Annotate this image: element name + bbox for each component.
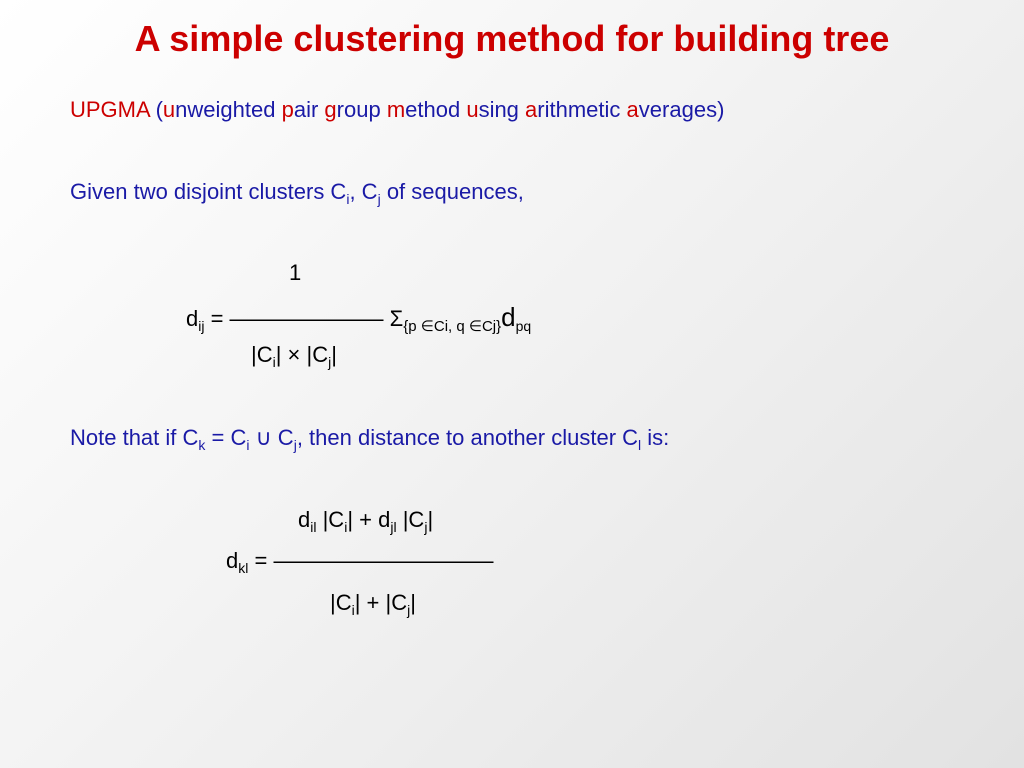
subscript: kl	[238, 560, 249, 576]
upgma-letter-u: u	[162, 97, 176, 122]
subscript: k	[198, 437, 206, 453]
given-line	[70, 179, 524, 205]
upgma-word-rest: rithmetic	[537, 97, 627, 122]
upgma-line	[70, 97, 724, 123]
formula-text: | + d	[347, 507, 391, 532]
note-text: = C	[205, 425, 247, 450]
subscript: j	[424, 519, 428, 535]
formula-text: |	[331, 342, 337, 367]
upgma-letter-u2: u	[466, 97, 479, 122]
sigma-symbol: Σ	[389, 306, 404, 331]
formula1-denominator	[251, 342, 337, 368]
formula-text: |C	[251, 342, 273, 367]
subscript: j	[377, 191, 381, 207]
upgma-word-rest: air	[293, 97, 325, 122]
subscript: i	[351, 602, 355, 618]
formula-text: |C	[330, 590, 352, 615]
subscript: pq	[515, 318, 532, 334]
upgma-word-rest: nweighted	[175, 97, 282, 122]
upgma-word-rest: ethod	[405, 97, 467, 122]
upgma-letter-a2: a	[626, 97, 639, 122]
upgma-letter-g: g	[324, 97, 337, 122]
subscript: i	[246, 437, 250, 453]
fraction-bar: = ——————————	[248, 548, 494, 573]
upgma-acronym: UPGMA	[70, 97, 150, 122]
note-text: is:	[641, 425, 670, 450]
subscript: j	[293, 437, 297, 453]
subscript: i	[272, 354, 276, 370]
subscript: ij	[198, 318, 205, 334]
formula-symbol: d	[186, 306, 199, 331]
note-line	[70, 425, 669, 451]
formula-text: | × |C	[275, 342, 329, 367]
upgma-letter-a: a	[525, 97, 538, 122]
upgma-close-paren: )	[717, 97, 725, 122]
upgma-word-rest: roup	[336, 97, 387, 122]
slide-title: A simple clustering method for building tree	[134, 18, 890, 59]
given-text: of sequences,	[380, 179, 524, 204]
note-text: ∪ C	[249, 425, 294, 450]
formula-symbol: d	[226, 548, 239, 573]
formula1-numerator: 1	[289, 260, 302, 285]
upgma-word-rest: verages	[638, 97, 718, 122]
formula-text: |C	[316, 507, 345, 532]
fraction-bar: = ———————	[204, 306, 390, 331]
summation-range: {p ∈Ci, q ∈Cj}	[403, 318, 502, 335]
given-text: Given two disjoint clusters C	[70, 179, 347, 204]
note-text: , then distance to another cluster C	[296, 425, 639, 450]
subscript: j	[328, 354, 332, 370]
given-text: , C	[349, 179, 378, 204]
upgma-letter-p: p	[281, 97, 294, 122]
subscript: i	[346, 191, 350, 207]
formula2-denominator	[330, 590, 416, 616]
formula-text: | + |C	[354, 590, 408, 615]
subscript: il	[310, 519, 317, 535]
subscript: jl	[390, 519, 397, 535]
formula2-main	[226, 548, 493, 574]
upgma-open-paren: (	[149, 97, 163, 122]
formula2-numerator	[298, 507, 433, 533]
formula-text: |C	[396, 507, 425, 532]
formula-symbol: d	[298, 507, 311, 532]
subscript: j	[407, 602, 411, 618]
formula1-main	[186, 302, 531, 333]
subscript: l	[638, 437, 642, 453]
upgma-letter-m: m	[386, 97, 406, 122]
note-text: Note that if C	[70, 425, 199, 450]
subscript: i	[344, 519, 348, 535]
formula-text: |	[410, 590, 416, 615]
formula-text: |	[427, 507, 434, 532]
formula-symbol: d	[501, 302, 516, 332]
upgma-word-rest: sing	[478, 97, 526, 122]
